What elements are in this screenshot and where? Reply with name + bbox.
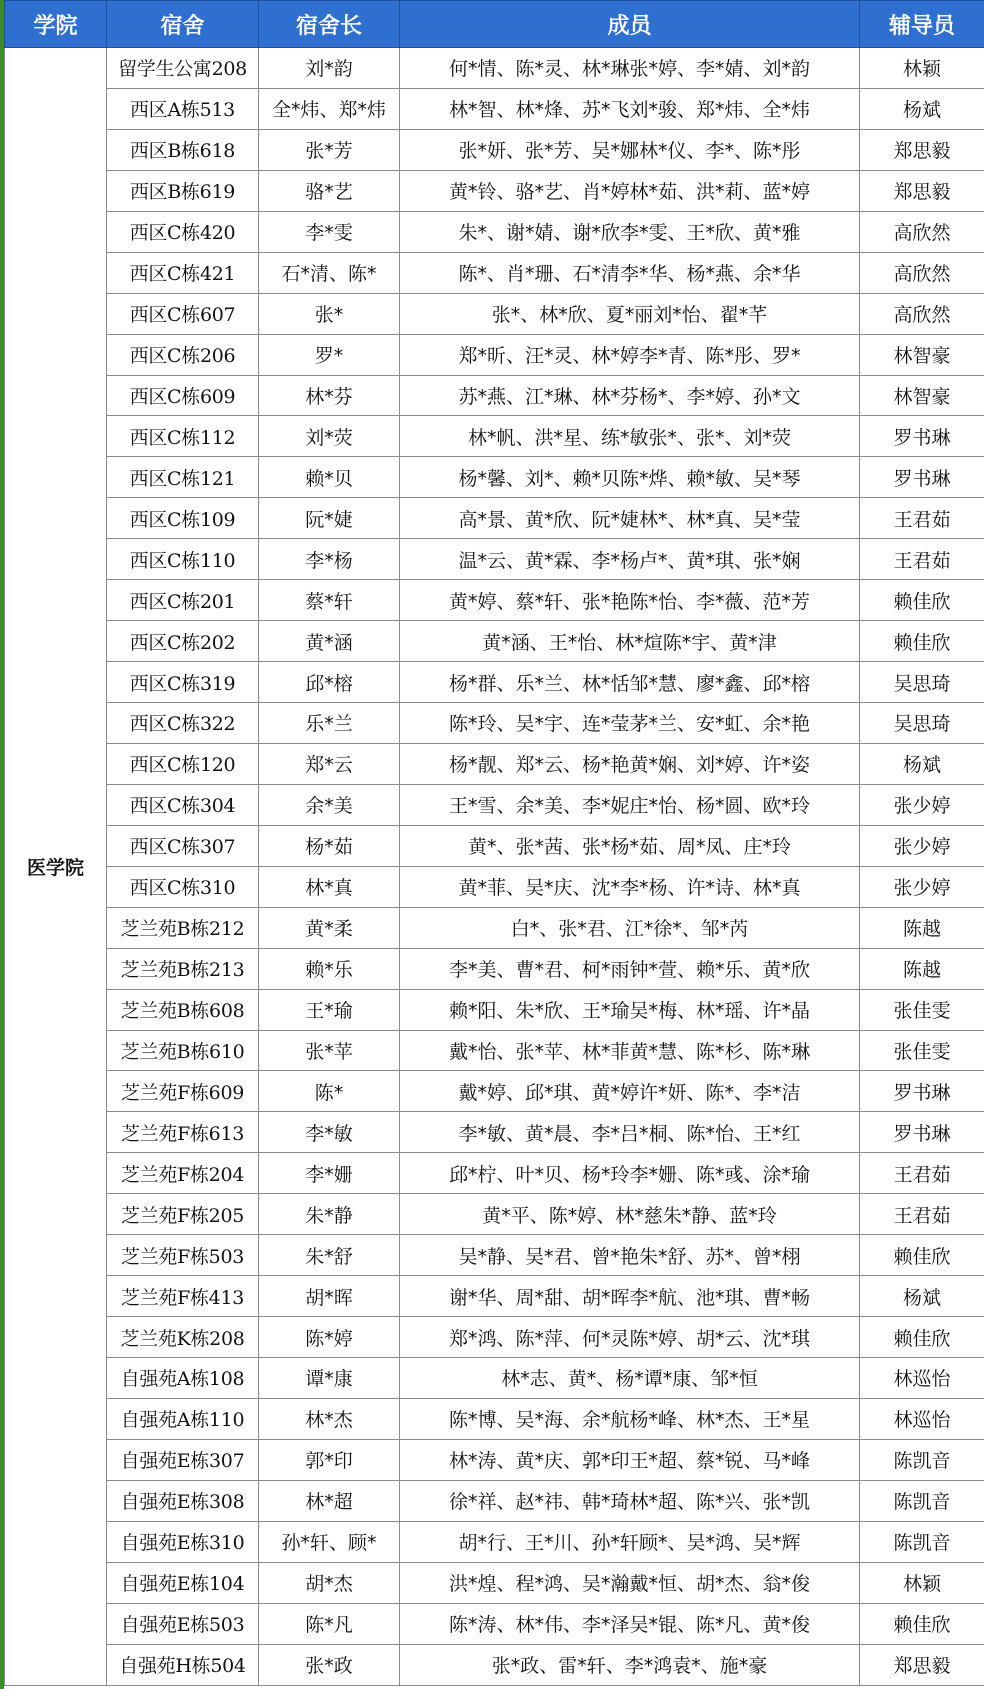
header-counselor: 辅导员 xyxy=(860,1,984,48)
members-cell[interactable]: 戴*婷、邱*琪、黄*婷许*妍、陈*、李*洁 xyxy=(400,1071,860,1112)
table-row xyxy=(5,1562,984,1603)
head-cell[interactable]: 朱*舒 xyxy=(259,1235,400,1276)
head-cell[interactable]: 阮*婕 xyxy=(259,498,400,539)
dorm-cell[interactable]: 西区C栋310 xyxy=(107,866,259,907)
counselor-cell[interactable]: 林智豪 xyxy=(860,334,984,375)
table-row xyxy=(5,743,984,784)
dorm-cell[interactable]: 西区C栋121 xyxy=(107,457,259,498)
head-cell[interactable]: 刘*韵 xyxy=(259,48,400,89)
head-cell[interactable]: 黄*涵 xyxy=(259,621,400,662)
dorm-cell[interactable]: 自强苑E栋104 xyxy=(107,1562,259,1603)
table-row xyxy=(5,1439,984,1480)
members-cell[interactable]: 赖*阳、朱*欣、王*瑜吴*梅、林*瑶、许*晶 xyxy=(400,989,860,1030)
table-row xyxy=(5,784,984,825)
members-cell[interactable]: 何*情、陈*灵、林*琳张*婷、李*婧、刘*韵 xyxy=(400,48,860,89)
header-members: 成员 xyxy=(400,1,860,48)
table-row xyxy=(5,88,984,129)
head-cell[interactable]: 林*超 xyxy=(259,1480,400,1521)
table-row xyxy=(5,129,984,170)
members-cell[interactable]: 邱*柠、叶*贝、杨*玲李*姗、陈*彧、涂*瑜 xyxy=(400,1153,860,1194)
counselor-cell[interactable]: 王君茹 xyxy=(860,539,984,580)
table-row xyxy=(5,252,984,293)
table-row xyxy=(5,621,984,662)
head-cell[interactable]: 石*清、陈* xyxy=(259,252,400,293)
table-row xyxy=(5,1030,984,1071)
counselor-cell[interactable]: 杨斌 xyxy=(860,88,984,129)
counselor-cell[interactable]: 王君茹 xyxy=(860,1153,984,1194)
counselor-cell[interactable]: 吴思琦 xyxy=(860,662,984,703)
head-cell[interactable]: 胡*晖 xyxy=(259,1276,400,1317)
dorm-cell[interactable]: 芝兰苑B栋213 xyxy=(107,948,259,989)
dorm-cell[interactable]: 自强苑E栋308 xyxy=(107,1480,259,1521)
members-cell[interactable]: 高*景、黄*欣、阮*婕林*、林*真、吴*莹 xyxy=(400,498,860,539)
members-cell[interactable]: 谢*华、周*甜、胡*晖李*航、池*琪、曹*畅 xyxy=(400,1276,860,1317)
head-cell[interactable]: 李*敏 xyxy=(259,1112,400,1153)
counselor-cell[interactable]: 罗书琳 xyxy=(860,1112,984,1153)
members-cell[interactable]: 李*美、曹*君、柯*雨钟*萱、赖*乐、黄*欣 xyxy=(400,948,860,989)
counselor-cell[interactable]: 陈越 xyxy=(860,907,984,948)
dorm-cell[interactable]: 西区B栋619 xyxy=(107,170,259,211)
members-cell[interactable]: 李*敏、黄*晨、李*吕*桐、陈*怡、王*红 xyxy=(400,1112,860,1153)
dorm-cell[interactable]: 芝兰苑F栋205 xyxy=(107,1194,259,1235)
dorm-cell[interactable]: 芝兰苑B栋610 xyxy=(107,1030,259,1071)
counselor-cell[interactable]: 张佳雯 xyxy=(860,989,984,1030)
dorm-cell[interactable]: 西区C栋322 xyxy=(107,703,259,744)
counselor-cell[interactable]: 高欣然 xyxy=(860,293,984,334)
members-cell[interactable]: 王*雪、余*美、李*妮庄*怡、杨*圆、欧*玲 xyxy=(400,784,860,825)
counselor-cell[interactable]: 张佳雯 xyxy=(860,1030,984,1071)
head-cell[interactable]: 郭*印 xyxy=(259,1439,400,1480)
dorm-cell[interactable]: 西区C栋120 xyxy=(107,743,259,784)
counselor-cell[interactable]: 高欣然 xyxy=(860,211,984,252)
head-cell[interactable]: 林*芬 xyxy=(259,375,400,416)
table-row xyxy=(5,457,984,498)
members-cell[interactable]: 林*志、黄*、杨*谭*康、邹*恒 xyxy=(400,1358,860,1399)
dorm-cell[interactable]: 自强苑E栋503 xyxy=(107,1603,259,1644)
dorm-cell[interactable]: 自强苑E栋310 xyxy=(107,1521,259,1562)
table-row xyxy=(5,334,984,375)
members-cell[interactable]: 林*帆、洪*星、练*敏张*、张*、刘*荧 xyxy=(400,416,860,457)
table-row xyxy=(5,1398,984,1439)
counselor-cell[interactable]: 罗书琳 xyxy=(860,416,984,457)
table-row xyxy=(5,1480,984,1521)
counselor-cell[interactable]: 陈凯音 xyxy=(860,1480,984,1521)
header-head: 宿舍长 xyxy=(259,1,400,48)
table-row xyxy=(5,989,984,1030)
members-cell[interactable]: 郑*鸿、陈*萍、何*灵陈*婷、胡*云、沈*琪 xyxy=(400,1317,860,1358)
head-cell[interactable]: 李*杨 xyxy=(259,539,400,580)
counselor-cell[interactable]: 林巡怡 xyxy=(860,1398,984,1439)
members-cell[interactable]: 陈*博、吴*海、余*航杨*峰、林*杰、王*星 xyxy=(400,1398,860,1439)
dorm-cell[interactable]: 西区C栋421 xyxy=(107,252,259,293)
members-cell[interactable]: 温*云、黄*霖、李*杨卢*、黄*琪、张*娴 xyxy=(400,539,860,580)
counselor-cell[interactable]: 王君茹 xyxy=(860,498,984,539)
table-row xyxy=(5,1317,984,1358)
dorm-cell[interactable]: 西区C栋202 xyxy=(107,621,259,662)
head-cell[interactable]: 赖*乐 xyxy=(259,948,400,989)
dorm-cell[interactable]: 留学生公寓208 xyxy=(107,48,259,89)
members-cell[interactable]: 黄*菲、吴*庆、沈*李*杨、许*诗、林*真 xyxy=(400,866,860,907)
dorm-cell[interactable]: 芝兰苑F栋609 xyxy=(107,1071,259,1112)
dorm-cell[interactable]: 西区C栋112 xyxy=(107,416,259,457)
members-cell[interactable]: 张*妍、张*芳、吴*娜林*仪、李*、陈*彤 xyxy=(400,129,860,170)
members-cell[interactable]: 杨*靓、郑*云、杨*艳黄*娴、刘*婷、许*姿 xyxy=(400,743,860,784)
members-cell[interactable]: 陈*涛、林*伟、李*泽吴*锟、陈*凡、黄*俊 xyxy=(400,1603,860,1644)
head-cell[interactable]: 郑*云 xyxy=(259,743,400,784)
members-cell[interactable]: 白*、张*君、江*徐*、邹*芮 xyxy=(400,907,860,948)
members-cell[interactable]: 杨*群、乐*兰、林*恬邹*慧、廖*鑫、邱*榕 xyxy=(400,662,860,703)
table-row xyxy=(5,703,984,744)
header-row xyxy=(5,1,984,48)
dorm-cell[interactable]: 芝兰苑K栋208 xyxy=(107,1317,259,1358)
counselor-cell[interactable]: 林智豪 xyxy=(860,375,984,416)
table-row xyxy=(5,1521,984,1562)
counselor-cell[interactable]: 张少婷 xyxy=(860,784,984,825)
counselor-cell[interactable]: 赖佳欣 xyxy=(860,1235,984,1276)
counselor-cell[interactable]: 罗书琳 xyxy=(860,457,984,498)
table-row xyxy=(5,825,984,866)
dorm-cell[interactable]: 西区B栋618 xyxy=(107,129,259,170)
members-cell[interactable]: 陈*、肖*珊、石*清李*华、杨*燕、余*华 xyxy=(400,252,860,293)
counselor-cell[interactable]: 林颖 xyxy=(860,48,984,89)
table-row xyxy=(5,375,984,416)
members-cell[interactable]: 张*政、雷*轩、李*鸿袁*、施*豪 xyxy=(400,1644,860,1685)
dorm-cell[interactable]: 自强苑E栋307 xyxy=(107,1439,259,1480)
dorm-cell[interactable]: 自强苑H栋504 xyxy=(107,1644,259,1685)
head-cell[interactable]: 林*真 xyxy=(259,866,400,907)
table-row xyxy=(5,1358,984,1399)
members-cell[interactable]: 林*智、林*烽、苏*飞刘*骏、郑*炜、全*炜 xyxy=(400,88,860,129)
dorm-cell[interactable]: 芝兰苑F栋413 xyxy=(107,1276,259,1317)
members-cell[interactable]: 戴*怡、张*苹、林*菲黄*慧、陈*杉、陈*琳 xyxy=(400,1030,860,1071)
head-cell[interactable]: 骆*艺 xyxy=(259,170,400,211)
head-cell[interactable]: 王*瑜 xyxy=(259,989,400,1030)
counselor-cell[interactable]: 赖佳欣 xyxy=(860,1317,984,1358)
table-row xyxy=(5,907,984,948)
table-row xyxy=(5,211,984,252)
members-cell[interactable]: 黄*、张*茜、张*杨*茹、周*凤、庄*玲 xyxy=(400,825,860,866)
counselor-cell[interactable]: 林颖 xyxy=(860,1562,984,1603)
table-row xyxy=(5,1603,984,1644)
head-cell[interactable]: 蔡*轩 xyxy=(259,580,400,621)
dorm-cell[interactable]: 芝兰苑F栋503 xyxy=(107,1235,259,1276)
dorm-cell[interactable]: 西区C栋609 xyxy=(107,375,259,416)
counselor-cell[interactable]: 吴思琦 xyxy=(860,703,984,744)
counselor-cell[interactable]: 赖佳欣 xyxy=(860,1603,984,1644)
dormitory-table xyxy=(4,0,984,1686)
counselor-cell[interactable]: 罗书琳 xyxy=(860,1071,984,1112)
dorm-cell[interactable]: 芝兰苑F栋613 xyxy=(107,1112,259,1153)
dorm-cell[interactable]: 西区C栋307 xyxy=(107,825,259,866)
counselor-cell[interactable]: 林巡怡 xyxy=(860,1358,984,1399)
head-cell[interactable]: 赖*贝 xyxy=(259,457,400,498)
members-cell[interactable]: 吴*静、吴*君、曾*艳朱*舒、苏*、曾*栩 xyxy=(400,1235,860,1276)
head-cell[interactable]: 李*雯 xyxy=(259,211,400,252)
head-cell[interactable]: 乐*兰 xyxy=(259,703,400,744)
counselor-cell[interactable]: 郑思毅 xyxy=(860,1644,984,1685)
members-cell[interactable]: 林*涛、黄*庆、郭*印王*超、蔡*锐、马*峰 xyxy=(400,1439,860,1480)
college-cell[interactable]: 医学院 xyxy=(5,48,107,1686)
head-cell[interactable]: 林*杰 xyxy=(259,1398,400,1439)
head-cell[interactable]: 张*政 xyxy=(259,1644,400,1685)
head-cell[interactable]: 余*美 xyxy=(259,784,400,825)
members-cell[interactable]: 朱*、谢*婧、谢*欣李*雯、王*欣、黄*雅 xyxy=(400,211,860,252)
members-cell[interactable]: 黄*婷、蔡*轩、张*艳陈*怡、李*薇、范*芳 xyxy=(400,580,860,621)
members-cell[interactable]: 徐*祥、赵*祎、韩*琦林*超、陈*兴、张*凯 xyxy=(400,1480,860,1521)
head-cell[interactable]: 张* xyxy=(259,293,400,334)
table-row xyxy=(5,1112,984,1153)
table-row xyxy=(5,170,984,211)
head-cell[interactable]: 胡*杰 xyxy=(259,1562,400,1603)
header-dorm: 宿舍 xyxy=(107,1,259,48)
dorm-cell[interactable]: 西区C栋420 xyxy=(107,211,259,252)
head-cell[interactable]: 罗* xyxy=(259,334,400,375)
members-cell[interactable]: 苏*燕、江*琳、林*芬杨*、李*婷、孙*文 xyxy=(400,375,860,416)
counselor-cell[interactable]: 杨斌 xyxy=(860,1276,984,1317)
dorm-cell[interactable]: 西区C栋607 xyxy=(107,293,259,334)
head-cell[interactable]: 张*芳 xyxy=(259,129,400,170)
members-cell[interactable]: 黄*铃、骆*艺、肖*婷林*茹、洪*莉、蓝*婷 xyxy=(400,170,860,211)
head-cell[interactable]: 陈* xyxy=(259,1071,400,1112)
dorm-cell[interactable]: 西区C栋319 xyxy=(107,662,259,703)
counselor-cell[interactable]: 赖佳欣 xyxy=(860,621,984,662)
table-row xyxy=(5,1071,984,1112)
head-cell[interactable]: 李*姗 xyxy=(259,1153,400,1194)
head-cell[interactable]: 陈*凡 xyxy=(259,1603,400,1644)
table-row xyxy=(5,1153,984,1194)
members-cell[interactable]: 郑*昕、汪*灵、林*婷李*青、陈*彤、罗* xyxy=(400,334,860,375)
counselor-cell[interactable]: 陈凯音 xyxy=(860,1439,984,1480)
head-cell[interactable]: 刘*荧 xyxy=(259,416,400,457)
counselor-cell[interactable]: 郑思毅 xyxy=(860,170,984,211)
head-cell[interactable]: 全*炜、郑*炜 xyxy=(259,88,400,129)
counselor-cell[interactable]: 陈凯音 xyxy=(860,1521,984,1562)
table-body xyxy=(5,48,984,1686)
table-row xyxy=(5,1235,984,1276)
counselor-cell[interactable]: 张少婷 xyxy=(860,825,984,866)
header-college: 学院 xyxy=(5,1,107,48)
counselor-cell[interactable]: 赖佳欣 xyxy=(860,580,984,621)
table-row xyxy=(5,948,984,989)
head-cell[interactable]: 杨*茹 xyxy=(259,825,400,866)
head-cell[interactable]: 陈*婷 xyxy=(259,1317,400,1358)
dorm-cell[interactable]: 芝兰苑F栋204 xyxy=(107,1153,259,1194)
head-cell[interactable]: 孙*轩、顾* xyxy=(259,1521,400,1562)
members-cell[interactable]: 张*、林*欣、夏*丽刘*怡、翟*芊 xyxy=(400,293,860,334)
dorm-cell[interactable]: 芝兰苑B栋212 xyxy=(107,907,259,948)
head-cell[interactable]: 张*苹 xyxy=(259,1030,400,1071)
table-row xyxy=(5,580,984,621)
members-cell[interactable]: 黄*平、陈*婷、林*慈朱*静、蓝*玲 xyxy=(400,1194,860,1235)
dorm-cell[interactable]: 芝兰苑B栋608 xyxy=(107,989,259,1030)
table-row xyxy=(5,1644,984,1685)
table-row xyxy=(5,539,984,580)
table-row xyxy=(5,1194,984,1235)
head-cell[interactable]: 黄*柔 xyxy=(259,907,400,948)
members-cell[interactable]: 陈*玲、吴*宇、连*莹茅*兰、安*虹、余*艳 xyxy=(400,703,860,744)
counselor-cell[interactable]: 王君茹 xyxy=(860,1194,984,1235)
dorm-cell[interactable]: 西区C栋201 xyxy=(107,580,259,621)
dorm-cell[interactable]: 西区C栋206 xyxy=(107,334,259,375)
members-cell[interactable]: 黄*涵、王*怡、林*煊陈*宇、黄*津 xyxy=(400,621,860,662)
table-row xyxy=(5,498,984,539)
members-cell[interactable]: 杨*馨、刘*、赖*贝陈*烨、赖*敏、吴*琴 xyxy=(400,457,860,498)
dorm-cell[interactable]: 西区C栋304 xyxy=(107,784,259,825)
table-row xyxy=(5,1276,984,1317)
members-cell[interactable]: 胡*行、王*川、孙*轩顾*、吴*鸿、吴*辉 xyxy=(400,1521,860,1562)
dorm-cell[interactable]: 自强苑A栋110 xyxy=(107,1398,259,1439)
table-row xyxy=(5,866,984,907)
table-row xyxy=(5,293,984,334)
table-row xyxy=(5,662,984,703)
counselor-cell[interactable]: 郑思毅 xyxy=(860,129,984,170)
head-cell[interactable]: 谭*康 xyxy=(259,1358,400,1399)
dorm-cell[interactable]: 西区A栋513 xyxy=(107,88,259,129)
members-cell[interactable]: 洪*煌、程*鸿、吴*瀚戴*恒、胡*杰、翁*俊 xyxy=(400,1562,860,1603)
table-row xyxy=(5,416,984,457)
counselor-cell[interactable]: 陈越 xyxy=(860,948,984,989)
head-cell[interactable]: 朱*静 xyxy=(259,1194,400,1235)
dorm-cell[interactable]: 西区C栋110 xyxy=(107,539,259,580)
counselor-cell[interactable]: 张少婷 xyxy=(860,866,984,907)
dorm-cell[interactable]: 自强苑A栋108 xyxy=(107,1358,259,1399)
counselor-cell[interactable]: 高欣然 xyxy=(860,252,984,293)
counselor-cell[interactable]: 杨斌 xyxy=(860,743,984,784)
dorm-cell[interactable]: 西区C栋109 xyxy=(107,498,259,539)
head-cell[interactable]: 邱*榕 xyxy=(259,662,400,703)
table-row xyxy=(5,48,984,89)
